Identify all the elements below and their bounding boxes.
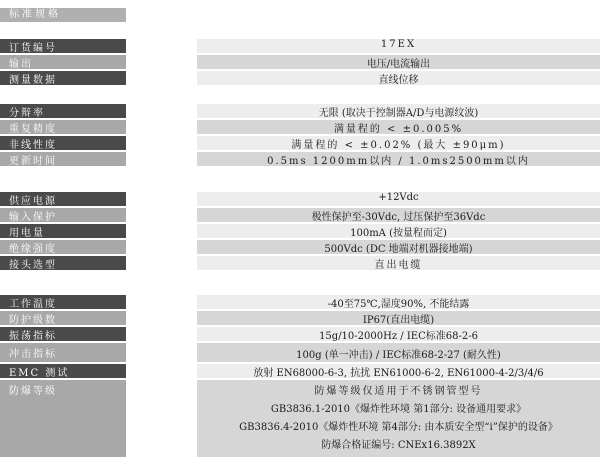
spec-label: 工作温度 — [0, 295, 126, 309]
spec-label: 输入保护 — [0, 208, 126, 222]
spec-value — [197, 136, 600, 150]
spec-value — [197, 192, 600, 206]
spec-row-current-draw — [0, 224, 600, 238]
spec-row-input-protection — [0, 208, 600, 222]
spec-label: EMC 测试 — [0, 364, 126, 378]
spec-label: 订货编号 — [0, 39, 126, 53]
spec-label: 输出 — [0, 55, 126, 69]
spec-label: 重复精度 — [0, 120, 126, 134]
spec-value-line: 100g (单一冲击) / IEC标准68-2-27 (耐久性) — [296, 350, 501, 361]
spec-value-line: GB3836.4-2010《爆炸性环境 第4部分: 由本质安全型“i”保护的设备》 — [239, 422, 558, 433]
spec-title: 标准规格 — [0, 8, 126, 22]
spec-value-line: GB3836.1-2010《爆炸性环境 第1部分: 设备通用要求》 — [270, 404, 527, 415]
spec-value-line: 防爆等级仅适用于不锈钢管型号 — [314, 386, 483, 397]
spec-value — [197, 39, 600, 53]
spec-row-operating-temp — [0, 295, 600, 309]
spec-value-line: 防爆合格证编号: CNEx16.3892X — [321, 440, 476, 451]
spec-label: 测量数据 — [0, 71, 126, 85]
spec-row-output — [0, 55, 600, 69]
spec-label: 防护级数 — [0, 311, 126, 325]
spec-row-explosion-rating — [0, 380, 600, 457]
spec-value-line: IP67(直出电缆) — [362, 315, 435, 326]
spec-value — [197, 152, 600, 166]
spec-value-line: 15g/10-2000Hz / IEC标准68-2-6 — [319, 331, 478, 342]
spec-row-shock — [0, 343, 600, 362]
spec-label: 接头选型 — [0, 256, 126, 270]
spec-value — [197, 208, 600, 222]
spec-row-dielectric — [0, 240, 600, 254]
spec-value-line: 17EX — [380, 39, 417, 50]
spec-value-line: -40至75℃,湿度90%, 不能结露 — [327, 299, 470, 310]
spec-row-order-code — [0, 39, 600, 53]
spec-label: 绝缘强度 — [0, 240, 126, 254]
spec-value — [197, 295, 600, 309]
spec-value — [197, 240, 600, 254]
spec-label: 用电量 — [0, 224, 126, 238]
spec-value-line: +12Vdc — [378, 192, 419, 203]
spec-value — [197, 343, 600, 362]
spec-row-measurement — [0, 71, 600, 85]
spec-label: 供应电源 — [0, 192, 126, 206]
spec-label: 防爆等级 — [0, 380, 126, 457]
spec-value — [197, 311, 600, 325]
spec-row-protection-class — [0, 311, 600, 325]
spec-value-line: 满量程的 < ±0.005% — [333, 124, 464, 135]
spec-value-line: 放射 EN68000-6-3, 抗扰 EN61000-6-2, EN61000-4-2/3/4/6 — [253, 368, 544, 379]
spec-row-nonlinearity — [0, 136, 600, 150]
spec-row-emc — [0, 364, 600, 378]
spec-label: 分辩率 — [0, 104, 126, 118]
spec-value — [197, 224, 600, 238]
spec-value — [197, 380, 600, 457]
spec-value — [197, 256, 600, 270]
spec-row-update-time — [0, 152, 600, 166]
spec-value-line: 100mA (按量程而定) — [350, 228, 447, 239]
spec-label: 非线性度 — [0, 136, 126, 150]
spec-row-vibration — [0, 327, 600, 341]
spec-row-power-supply — [0, 192, 600, 206]
spec-value — [197, 364, 600, 378]
spec-value — [197, 55, 600, 69]
spec-value-line: 无限 (取决于控制器A/D与电源纹波) — [318, 108, 479, 119]
spec-value-line: 电压/电流输出 — [366, 59, 431, 70]
spec-value — [197, 104, 600, 118]
spec-row-resolution — [0, 104, 600, 118]
spec-value-line: 满量程的 < ±0.02% (最大 ±90μm) — [291, 140, 506, 151]
spec-value-line: 直出电缆 — [374, 260, 423, 271]
spec-value-line: 直线位移 — [378, 75, 419, 86]
spec-label: 冲击指标 — [0, 343, 126, 362]
spec-value-line: 500Vdc (DC 地端对机器接地端) — [324, 244, 473, 255]
spec-value — [197, 327, 600, 341]
spec-value-line: 极性保护至-30Vdc, 过压保护至36Vdc — [311, 212, 486, 223]
spec-value — [197, 120, 600, 134]
spec-value-line: 0.5ms 1200mm以内 / 1.0ms2500mm以内 — [267, 156, 530, 167]
spec-value — [197, 71, 600, 85]
spec-row-repeatability — [0, 120, 600, 134]
spec-row-connector — [0, 256, 600, 270]
spec-label: 更新时间 — [0, 152, 126, 166]
spec-label: 振荡指标 — [0, 327, 126, 341]
